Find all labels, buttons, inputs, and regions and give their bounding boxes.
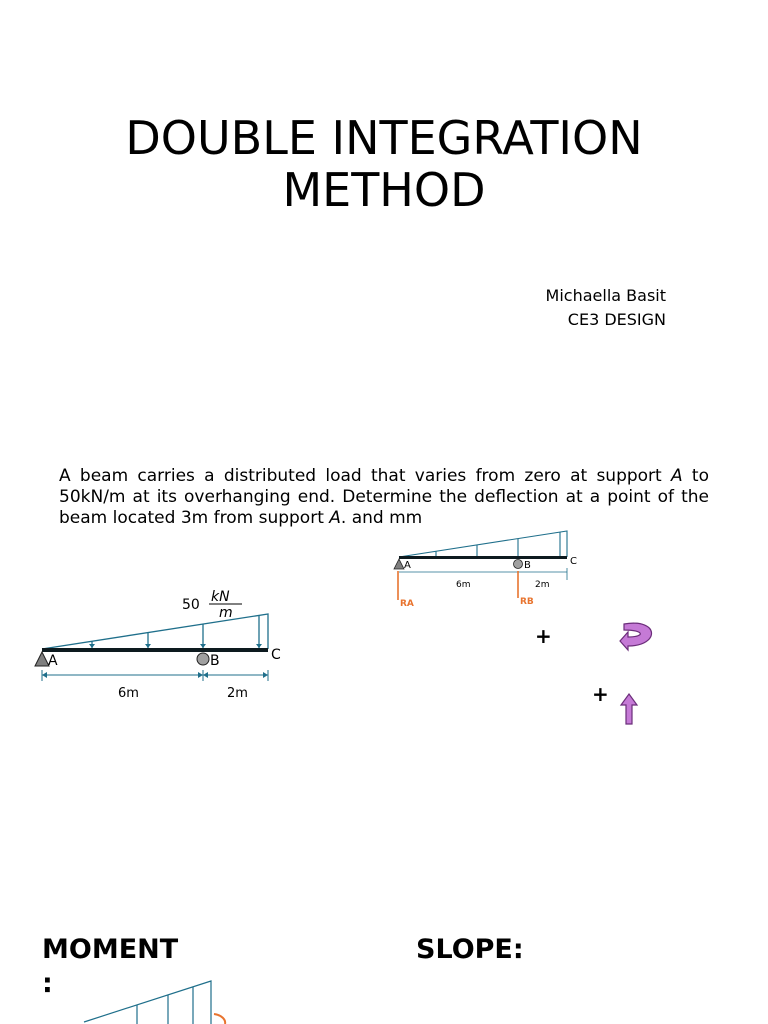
moment-section-curl-arrow-icon: [214, 1014, 225, 1024]
problem-support-a-2: A: [329, 508, 341, 528]
label-b-large: B: [210, 653, 220, 669]
dimension-ab-large: 6m: [118, 686, 139, 701]
author-class: CE3 DESIGN: [567, 310, 666, 329]
reaction-a-label: RA: [400, 599, 414, 609]
problem-support-a-1: A: [671, 466, 683, 486]
label-c-large: C: [271, 647, 281, 663]
roller-support-b-small: [514, 560, 523, 569]
slope-heading: SLOPE:: [416, 934, 524, 965]
problem-text-2: to 50kN/m at its overhanging end. Determine the deflection at a point of the beam located 3m from support: [59, 466, 709, 528]
problem-text-3: . and mm: [340, 508, 423, 528]
load-unit-numerator: kN: [211, 589, 230, 605]
dimension-lines-small: [399, 568, 567, 580]
label-a-large: A: [48, 653, 58, 669]
beam-small: [399, 556, 567, 559]
label-c-small: C: [570, 556, 577, 567]
moment-heading-line-2: :: [42, 968, 53, 999]
distributed-load-small: [399, 531, 567, 557]
clockwise-moment-arrow-icon: [620, 623, 652, 650]
title-line-1: DOUBLE INTEGRATION: [125, 111, 643, 165]
upward-force-arrow-icon: [621, 694, 637, 724]
load-value-label: 50: [182, 597, 200, 613]
moment-heading: [42, 933, 178, 1001]
label-b-small: B: [524, 560, 531, 571]
reaction-b-label: RB: [520, 597, 534, 607]
moment-sign-plus: +: [535, 624, 552, 648]
moment-heading-line-1: MOMENT: [42, 934, 179, 965]
label-a-small: A: [404, 560, 411, 571]
author-name: Michaella Basit: [545, 286, 666, 305]
dimension-bc-large: 2m: [227, 686, 248, 701]
dimension-bc-small: 2m: [535, 580, 550, 590]
dimension-ab-small: 6m: [456, 580, 471, 590]
force-sign-plus: +: [592, 682, 609, 706]
load-unit-denominator: m: [219, 605, 233, 621]
pin-support-a-small: [394, 559, 404, 569]
title-line-2: METHOD: [282, 163, 486, 217]
problem-text-1: A beam carries a distributed load that varies from zero at support: [59, 466, 671, 486]
